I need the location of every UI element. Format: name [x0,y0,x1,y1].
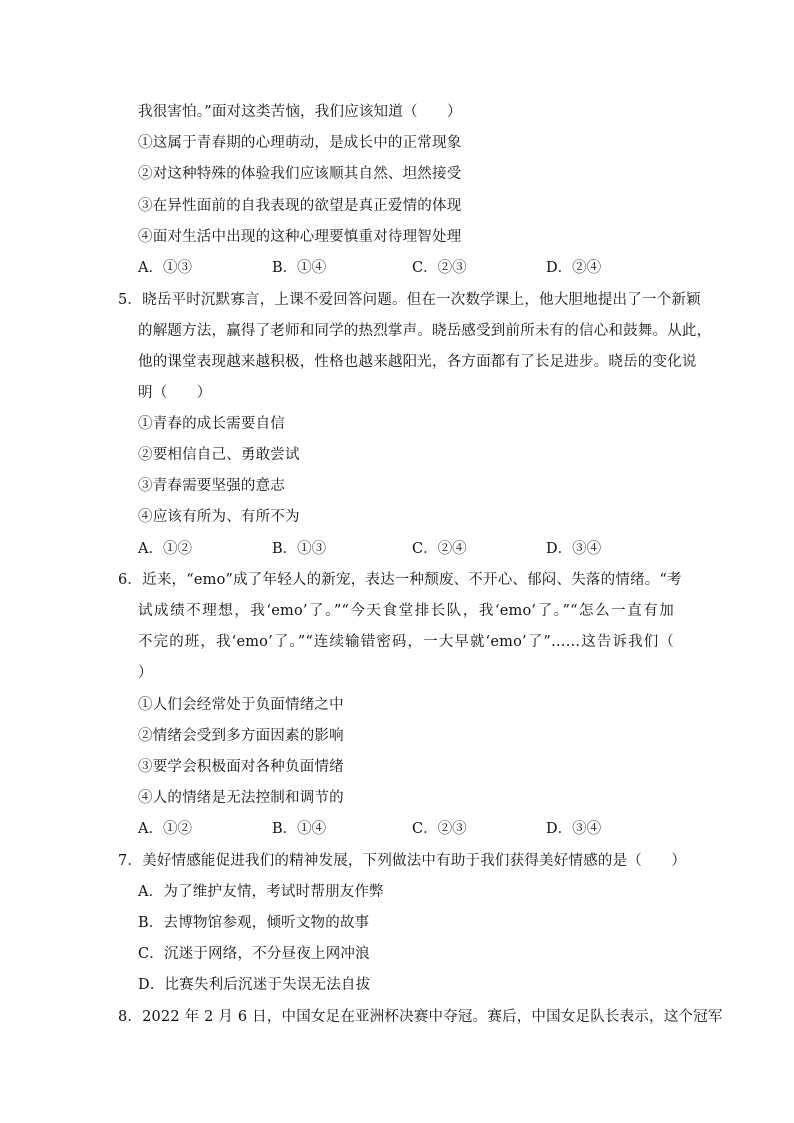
q5-stem-line-3: 他的课堂表现越来越积极，性格也越来越阳光，各方面都有了长足进步。晓岳的变化说 [138,354,697,370]
q7-option-d: D．比赛失利后沉迷于失误无法自拔 [138,977,371,993]
q6-item-4: ④人的情绪是无法控制和调节的 [138,790,344,806]
q5-item-4: ④应该有所为、有所不为 [138,509,300,525]
q5-stem-line-1: 5．晓岳平时沉默寡言，上课不爱回答问题。但在一次数学课上，他大胆地提出了一个新颖 [118,292,701,308]
q6-option-d: D．③④ [546,821,602,837]
q4-stem-continuation: 我很害怕。”面对这类苦恼，我们应该知道（ ） [138,104,462,120]
q7-option-a: A．为了维护友情，考试时帮朋友作弊 [138,884,384,900]
q5-item-2: ②要相信自己、勇敢尝试 [138,447,300,463]
q4-option-b: B．①④ [272,260,327,276]
q4-option-a: A．①③ [138,260,192,276]
q5-item-1: ①青春的成长需要自信 [138,416,285,432]
q5-option-c: C．②④ [412,541,467,557]
q5-option-d: D．③④ [546,541,602,557]
q6-item-2: ②情绪会受到多方面因素的影响 [138,728,344,744]
q6-stem-line-1: 6．近来，“emo”成了年轻人的新宠，表达一种颓废、不开心、郁闷、失落的情绪。“考 [118,572,682,588]
q6-item-1: ①人们会经常处于负面情绪之中 [138,697,344,713]
q6-option-b: B．①④ [272,821,327,837]
q5-option-a: A．①② [138,541,192,557]
q4-item-2: ②对这种特殊的体验我们应该顺其自然、坦然接受 [138,166,462,182]
q6-option-a: A．①② [138,821,192,837]
q6-stem-line-2: 试成绩不理想，我‘emo’了。”“今天食堂排长队，我‘emo’了。”“怎么一直有加 [138,603,674,619]
q4-item-1: ①这属于青春期的心理萌动，是成长中的正常现象 [138,135,462,151]
q5-stem-line-4: 明（ ） [138,385,212,401]
q4-item-3: ③在异性面前的自我表现的欲望是真正爱情的体现 [138,198,462,214]
q8-stem: 8．2022 年 2 月 6 日，中国女足在亚洲杯决赛中夺冠。赛后，中国女足队长表示，这个冠军 [118,1009,723,1025]
q5-item-3: ③青春需要坚强的意志 [138,478,285,494]
q6-stem-line-3: 不完的班，我‘emo’了。”“连续输错密码，一大早就‘emo’了”……这告诉我们（ [138,634,674,650]
q5-option-b: B．①③ [272,541,327,557]
q6-stem-line-4: ） [138,665,153,681]
q7-stem: 7．美好情感能促进我们的精神发展，下列做法中有助于我们获得美好情感的是（ ） [118,853,687,869]
q7-option-c: C．沉迷于网络，不分昼夜上网冲浪 [138,946,370,962]
q5-stem-line-2: 的解题方法，赢得了老师和同学的热烈掌声。晓岳感受到前所未有的信心和鼓舞。从此， [138,323,712,339]
q6-item-3: ③要学会积极面对各种负面情绪 [138,759,344,775]
q4-item-4: ④面对生活中出现的这种心理要慎重对待理智处理 [138,229,462,245]
q4-option-d: D．②④ [546,260,602,276]
q7-option-b: B．去博物馆参观，倾听文物的故事 [138,915,370,931]
q4-option-c: C．②③ [412,260,467,276]
q6-option-c: C．②③ [412,821,467,837]
